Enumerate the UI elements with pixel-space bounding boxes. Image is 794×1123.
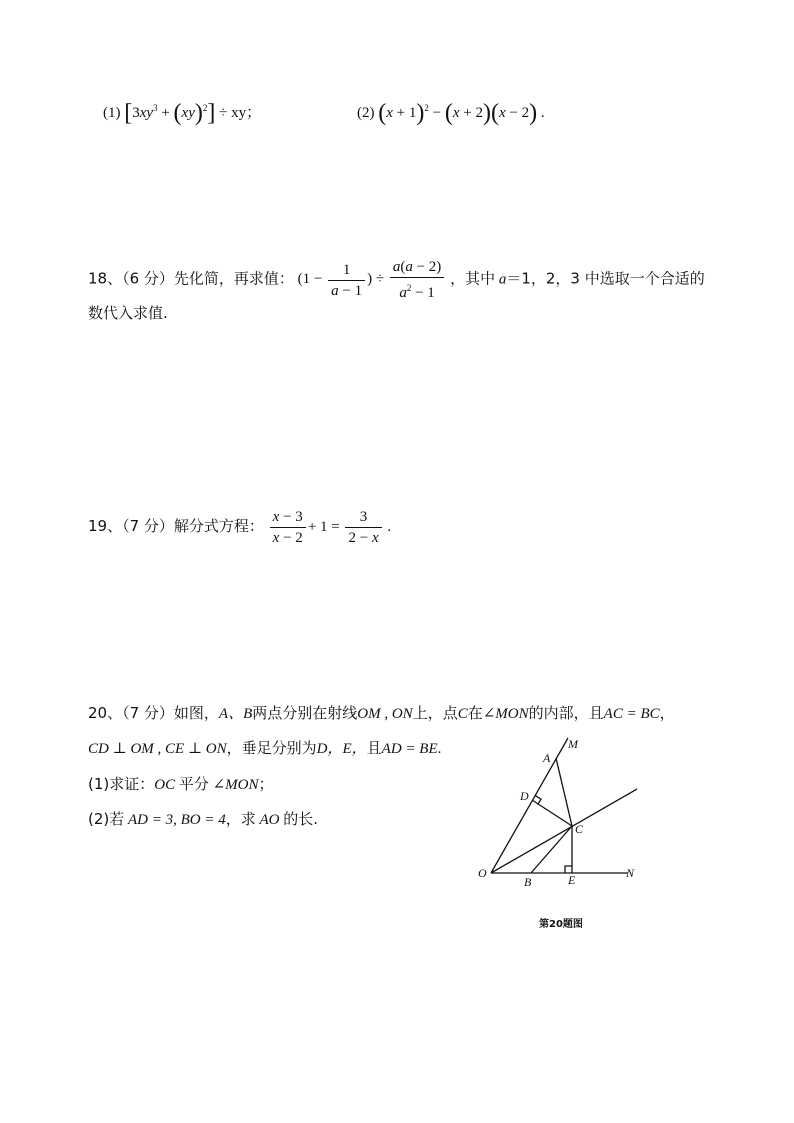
fraction: $\frac{a(a - 2)}{a^2 - 1}$ (390, 258, 444, 302)
q20-math: OM , ON (357, 706, 413, 722)
q17-part1-expression: $[3xy^3 + (xy)^2]$ (124, 100, 216, 126)
q20-text: (1)求证： (88, 775, 155, 793)
q17-part1-tail: ÷ xy； (219, 104, 262, 121)
figure-caption: 第20题图 (539, 919, 583, 930)
q20-text: 在 (467, 704, 483, 722)
ray-oc-extended (491, 789, 637, 873)
q20-text: (2)若 (88, 810, 125, 828)
q18-points: （6 分） (122, 269, 174, 288)
right-angle-mark-e (565, 866, 572, 873)
label-a: A (543, 751, 551, 765)
q19-points: （7 分） (122, 516, 174, 535)
q18-line2: 数代入求值. (88, 304, 168, 322)
q20-text: ； (258, 775, 274, 793)
q20-text: ，垂足分别为 (226, 739, 317, 757)
label-c: C (575, 822, 584, 836)
q20-math: ∠MON (482, 706, 529, 722)
q20-text: 上，点 (412, 704, 458, 722)
q18-variable: a (498, 271, 507, 288)
q20-math: CD ⊥ OM , CE ⊥ ON (88, 741, 227, 757)
q19-end: . (387, 518, 392, 535)
q19-instruction: 解分式方程： (173, 516, 264, 535)
q20-math: D，E， (316, 741, 367, 757)
fraction: $\frac{1}{a - 1}$ (328, 261, 365, 300)
label-e: E (568, 873, 576, 887)
q20-math: OC (154, 777, 176, 793)
fraction: $\frac{x - 3}{x - 2}$ (270, 508, 306, 547)
q18-after-expression: ，其中 (450, 269, 496, 288)
q20-math: AO (259, 812, 280, 828)
q20-text: 如图， (173, 704, 219, 722)
q17-part2-label: (2) (357, 104, 375, 121)
segment-ac (556, 758, 572, 826)
q20-text: ，求 (225, 810, 256, 828)
q18-expression: (1 − $\frac{1}{a - 1}$ ) ÷ $\frac{a(a - 2)}{a^2 - 1}$ (298, 271, 450, 287)
q20-number: 20、 (88, 704, 123, 722)
label-n: N (626, 866, 635, 880)
q17-part2-tail: . (540, 104, 545, 121)
q20-math: ∠MON (212, 777, 259, 793)
q20-text: 且 (366, 739, 382, 757)
q19-equation: $\frac{x - 3}{x - 2}$ + 1 = $\frac{3}{2 - x}$ (268, 519, 388, 535)
q20-math: AD = BE (381, 741, 438, 757)
q18-choices: ＝1，2，3 中选取一个合适的 (506, 269, 705, 288)
q17-part1-label: (1) (103, 104, 121, 121)
label-o: O (478, 866, 487, 880)
q20-math: C (457, 706, 468, 722)
q18-instruction: 先化简，再求值： (173, 269, 294, 288)
fraction: $\frac{3}{2 - x}$ (345, 508, 381, 547)
q20-text: ， (659, 704, 675, 722)
q20-math: AC = BC (603, 706, 660, 722)
q17-part2-expression: $(x + 1)^2 - (x + 2)(x - 2)$ (378, 100, 538, 126)
q20-math: AD = 3, BO = 4 (128, 812, 226, 828)
q18-number: 18、 (88, 269, 123, 288)
q20-text: 的长. (283, 810, 319, 828)
label-m: M (568, 737, 578, 751)
label-d: D (520, 789, 529, 803)
q20-points: （7 分） (122, 704, 174, 722)
label-b: B (524, 875, 532, 889)
q20-math: A、B (218, 706, 253, 722)
q19-number: 19、 (88, 516, 123, 535)
q20-text: 两点分别在射线 (252, 704, 358, 722)
q20-text: 的内部，且 (528, 704, 604, 722)
q20-text: . (437, 741, 442, 757)
q20-text: 平分 (178, 775, 209, 793)
